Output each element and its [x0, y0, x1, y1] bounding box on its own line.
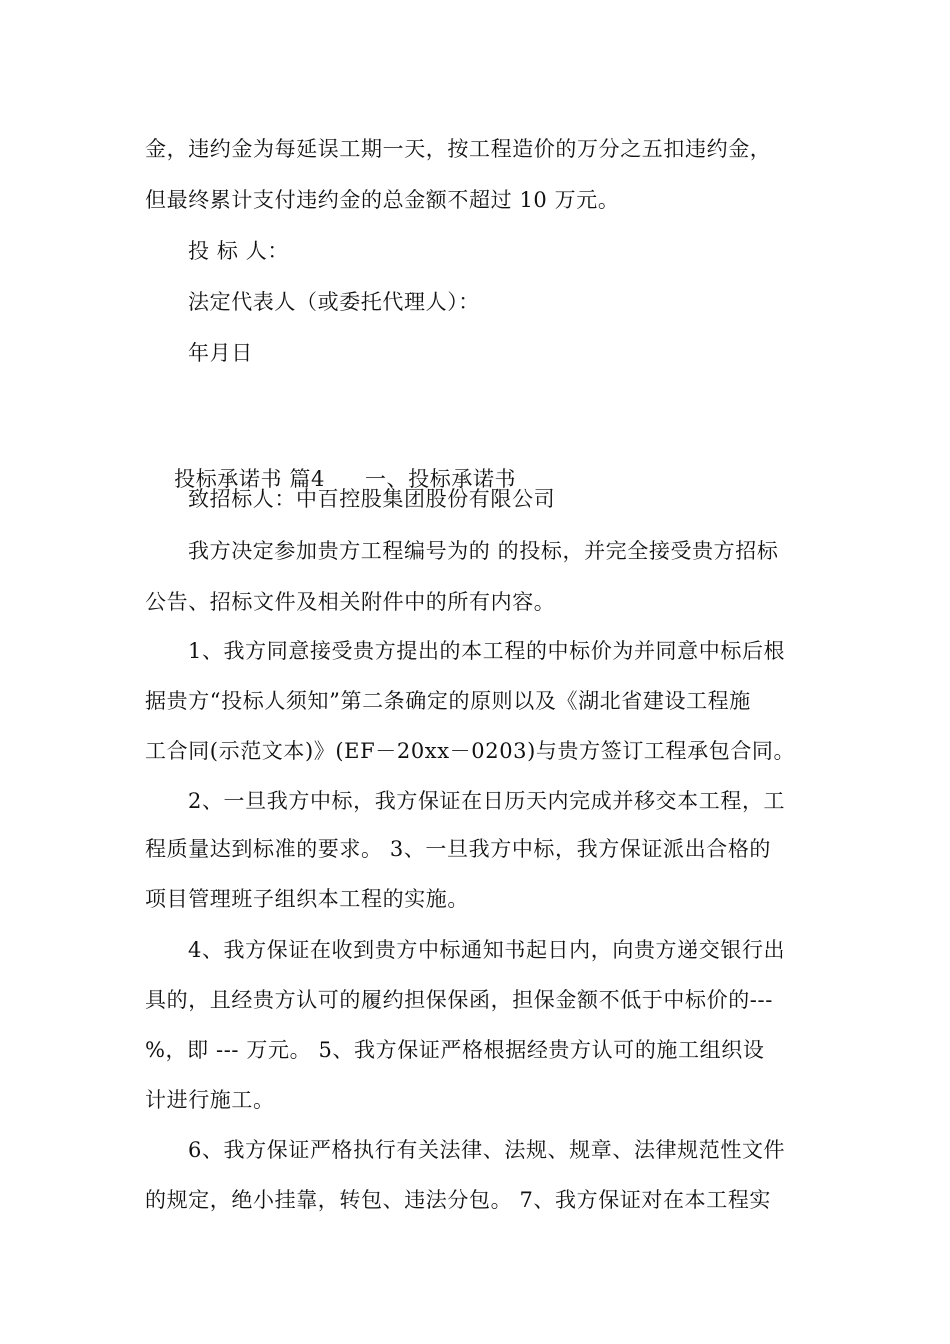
legal-representative-label: 法定代表人（或委托代理人）：: [188, 290, 480, 314]
paragraph-line: 6、我方保证严格执行有关法律、法规、规章、法律规范性文件: [188, 1138, 786, 1162]
section-title: 投标承诺书 篇4: [174, 467, 325, 491]
paragraph-line: 的规定，绝小挂靠，转包、违法分包。 7、我方保证对在本工程实: [145, 1188, 772, 1212]
paragraph-line: 计进行施工。: [145, 1088, 275, 1112]
paragraph-line: 具的，且经贵方认可的履约担保保函，担保金额不低于中标价的---: [145, 988, 773, 1012]
paragraph-line: 1、我方同意接受贵方提出的本工程的中标价为并同意中标后根: [188, 639, 786, 663]
paragraph-line: 金，违约金为每延误工期一天，按工程造价的万分之五扣违约金，: [145, 137, 772, 161]
section-subtitle: 一、投标承诺书: [364, 467, 517, 491]
paragraph-line: 我方决定参加贵方工程编号为的 的投标，并完全接受贵方招标: [188, 539, 779, 563]
paragraph-line: 项目管理班子组织本工程的实施。: [145, 887, 469, 911]
addressee-line: 致招标人：中百控股集团股份有限公司: [188, 487, 556, 511]
paragraph-line: 4、我方保证在收到贵方中标通知书起日内，向贵方递交银行出: [188, 938, 786, 962]
date-label: 年月日: [188, 341, 253, 365]
paragraph-line: 但最终累计支付违约金的总金额不超过 10 万元。: [145, 188, 620, 212]
paragraph-line: 2、一旦我方中标，我方保证在日历天内完成并移交本工程，工: [188, 789, 786, 813]
paragraph-line: 据贵方“投标人须知”第二条确定的原则以及《湖北省建设工程施: [145, 689, 751, 713]
paragraph-line: 公告、招标文件及相关附件中的所有内容。: [145, 590, 556, 614]
paragraph-line: 工合同(示范文本)》(EF－20xx－0203)与贵方签订工程承包合同。: [145, 739, 796, 763]
paragraph-line: 程质量达到标准的要求。 3、一旦我方中标，我方保证派出合格的: [145, 837, 772, 861]
bidder-label: 投 标 人：: [188, 239, 289, 263]
paragraph-line: %，即 --- 万元。 5、我方保证严格根据经贵方认可的施工组织设: [145, 1038, 765, 1062]
